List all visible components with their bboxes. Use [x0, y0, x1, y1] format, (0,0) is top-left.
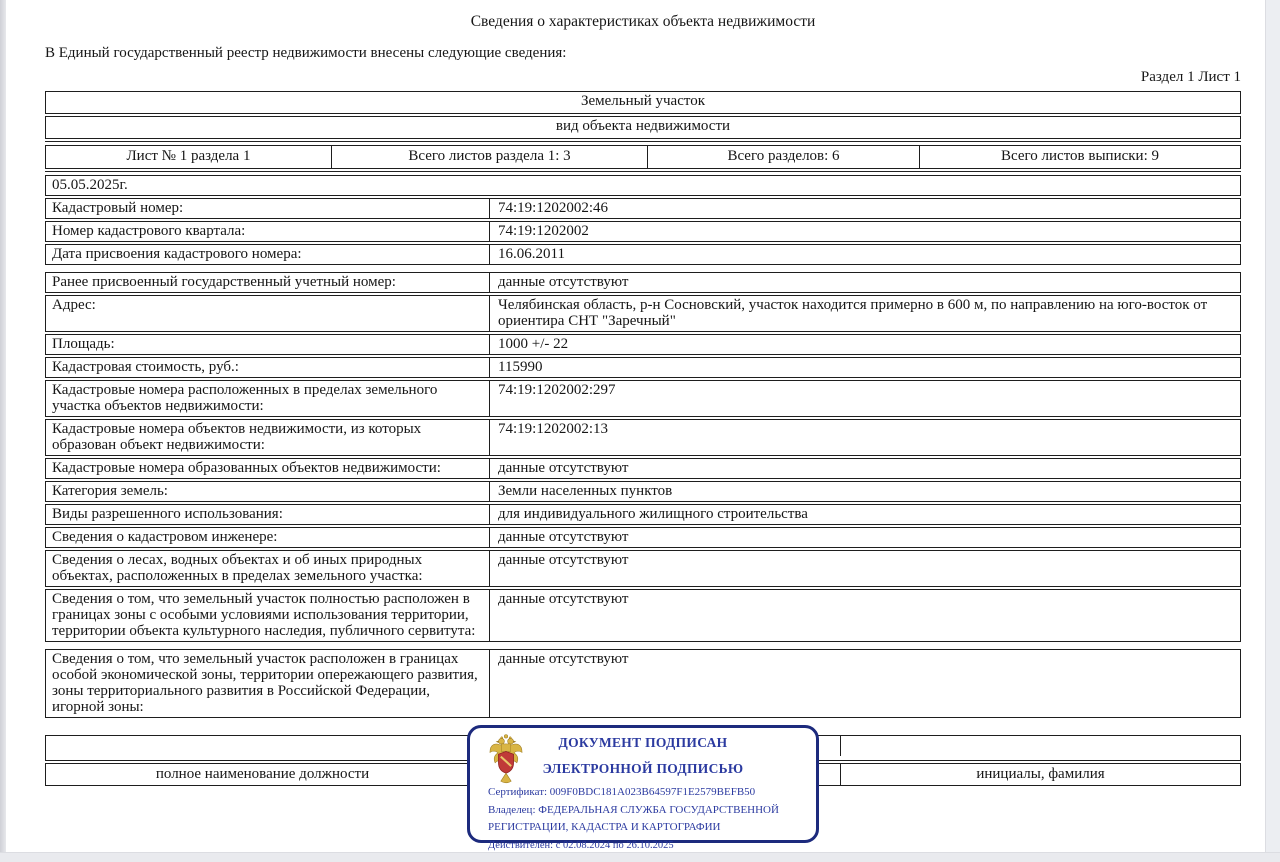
sheet-info-cell: Лист № 1 раздела 1	[46, 146, 332, 168]
table-row-date	[45, 175, 1241, 196]
rosreestr-emblem-icon	[489, 733, 523, 790]
separator-line	[45, 141, 1241, 142]
row-value: 74:19:1202002:13	[498, 421, 609, 437]
section-sheet-label: Раздел 1 Лист 1	[1140, 69, 1241, 85]
document-page	[6, 0, 1266, 853]
row-value: 74:19:1202002	[498, 223, 589, 239]
table-row	[45, 380, 1241, 417]
row-label: Сведения о том, что земельный участок полностью расположен в границах зоны с особыми условиями использования территории, территории объекта культурного наследия, публичного сервитута:	[46, 590, 490, 641]
table-row	[45, 527, 1241, 548]
row-label: Сведения о том, что земельный участок расположен в границах особой экономической зоны, территории опережающего развития, зоны территориального развития в Российской Федерации, игорной зоны:	[46, 650, 490, 717]
stamp-owner-line1: Владелец: ФЕДЕРАЛЬНАЯ СЛУЖБА ГОСУДАРСТВЕННОЙ	[488, 803, 779, 816]
extract-date: 05.05.2025г.	[52, 177, 128, 193]
row-label: Кадастровая стоимость, руб.:	[46, 358, 490, 377]
document-content	[6, 0, 1266, 851]
table-row	[45, 458, 1241, 479]
table-row	[45, 481, 1241, 502]
characteristics-table	[45, 175, 1241, 718]
row-label: Номер кадастрового квартала:	[46, 222, 490, 241]
table-row	[45, 334, 1241, 355]
stamp-validity: Действителен: с 02.08.2024 по 26.10.2025	[488, 839, 674, 851]
row-label: Кадастровые номера расположенных в пределах земельного участка объектов недвижимости:	[46, 381, 490, 416]
signature-block	[45, 735, 1241, 851]
sheet-info-row	[45, 145, 1241, 169]
stamp-certificate: Сертификат: 009F0BDC181A023B64597F1E2579BEFB50	[488, 786, 756, 798]
table-row	[45, 295, 1241, 332]
row-value: 74:19:1202002:297	[498, 382, 616, 398]
digital-signature-stamp	[467, 725, 819, 851]
signature-cell	[46, 736, 480, 756]
table-row	[45, 357, 1241, 378]
position-caption: полное наименование должности	[46, 764, 480, 785]
row-label: Адрес:	[46, 296, 490, 331]
row-value: 74:19:1202002:46	[498, 200, 609, 216]
table-row	[45, 221, 1241, 242]
row-label: Площадь:	[46, 335, 490, 354]
row-value: данные отсутствуют	[498, 529, 629, 545]
page-left-edge	[0, 0, 6, 862]
row-value: данные отсутствуют	[498, 651, 629, 667]
page-title: Сведения о характеристиках объекта недвижимости	[470, 13, 816, 30]
row-value: Земли населенных пунктов	[498, 483, 673, 499]
stamp-line1: ДОКУМЕНТ ПОДПИСАН	[558, 735, 728, 750]
sheet-info-cell: Всего листов раздела 1: 3	[332, 146, 648, 168]
row-label: Сведения о кадастровом инженере:	[46, 528, 490, 547]
table-row	[45, 589, 1241, 642]
row-label: Кадастровые номера объектов недвижимости, из которых образован объект недвижимости:	[46, 420, 490, 455]
table-row	[45, 272, 1241, 293]
signature-cell	[841, 736, 1240, 760]
row-value: данные отсутствуют	[498, 460, 629, 476]
page-right-edge	[1265, 0, 1280, 862]
row-value: данные отсутствуют	[498, 552, 629, 568]
intro-text: В Единый государственный реестр недвижимости внесены следующие сведения:	[45, 45, 567, 61]
object-type-box: Земельный участок	[45, 91, 1241, 114]
row-value: 16.06.2011	[498, 246, 565, 262]
row-label: Виды разрешенного использования:	[46, 505, 490, 524]
stamp-line2: ЭЛЕКТРОННОЙ ПОДПИСЬЮ	[542, 761, 744, 776]
row-value: 1000 +/- 22	[498, 336, 569, 352]
stamp-owner-line2: РЕГИСТРАЦИИ, КАДАСТРА И КАРТОГРАФИИ	[488, 821, 721, 833]
table-row	[45, 244, 1241, 265]
row-value: для индивидуального жилищного строительства	[498, 506, 808, 522]
table-row	[45, 198, 1241, 219]
table-row	[45, 419, 1241, 456]
name-caption: инициалы, фамилия	[976, 766, 1105, 782]
row-label: Ранее присвоенный государственный учетный номер:	[46, 273, 490, 292]
row-label: Дата присвоения кадастрового номера:	[46, 245, 490, 264]
object-type-caption-box: вид объекта недвижимости	[45, 116, 1241, 139]
row-label: Кадастровый номер:	[46, 199, 490, 218]
row-value: данные отсутствуют	[498, 274, 629, 290]
table-row	[45, 504, 1241, 525]
sheet-info-cell: Всего листов выписки: 9	[1001, 148, 1159, 164]
row-label: Категория земель:	[46, 482, 490, 501]
row-label: Сведения о лесах, водных объектах и об иных природных объектах, расположенных в пределах земельного участка:	[46, 551, 490, 586]
separator-line	[45, 171, 1241, 172]
row-value: Челябинская область, р-н Сосновский, участок находится примерно в 600 м, по направлению на юго-восток от ориентира СНТ "Заречный"	[498, 297, 1208, 329]
table-row	[45, 649, 1241, 718]
row-value: данные отсутствуют	[498, 591, 629, 607]
row-value: 115990	[498, 359, 543, 375]
table-row	[45, 550, 1241, 587]
row-label: Кадастровые номера образованных объектов недвижимости:	[46, 459, 490, 478]
stamp-details	[488, 784, 816, 854]
sheet-info-cell: Всего разделов: 6	[648, 146, 920, 168]
